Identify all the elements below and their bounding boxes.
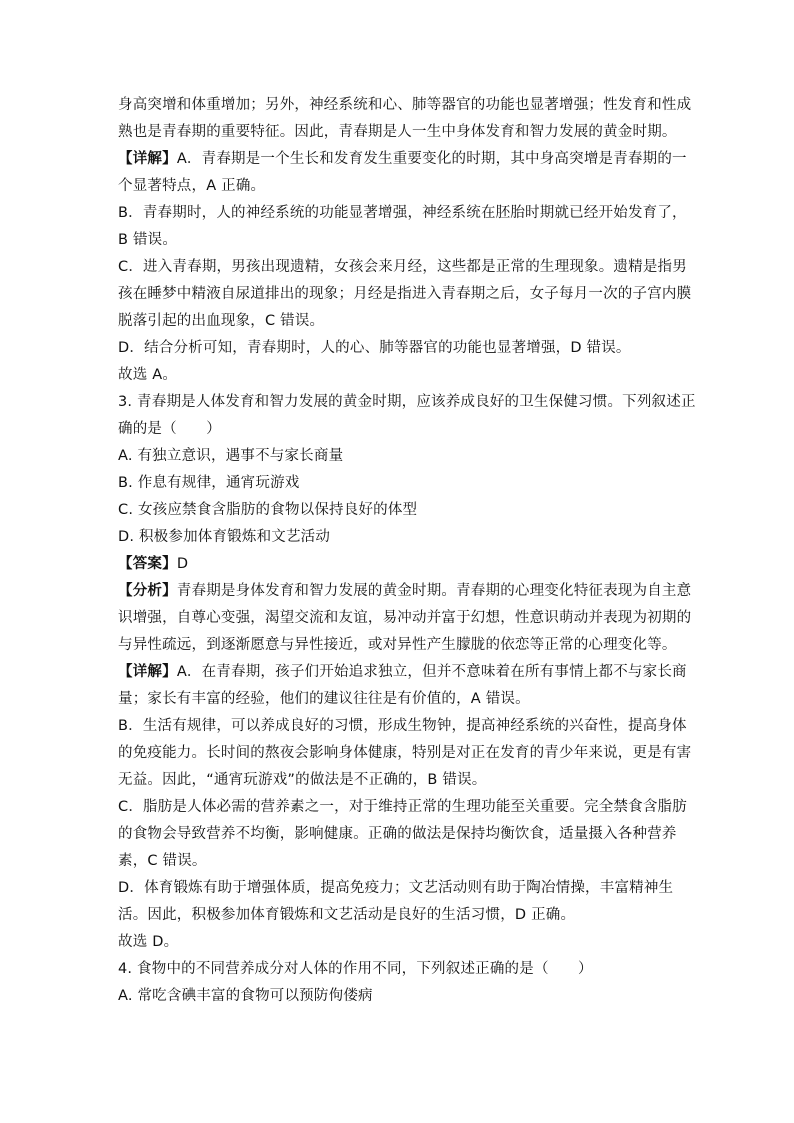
text-line: 熟也是青春期的重要特征。因此，青春期是人一生中身体发育和智力发展的黄金时期。 xyxy=(118,124,677,140)
section-tag: 【分析】 xyxy=(118,583,177,599)
text-line: 故选 A。 xyxy=(118,367,178,383)
document-page xyxy=(118,92,696,1010)
section-tag: 【详解】 xyxy=(118,151,177,167)
text-line: C．脂肪是人体必需的营养素之一，对于维持正常的生理功能至关重要。完全禁食含脂肪 xyxy=(118,799,687,815)
text-line: 身高突增和体重增加；另外，神经系统和心、肺等器官的功能也显著增强；性发育和性成 xyxy=(118,97,692,113)
question-line: 确的是（ ） xyxy=(118,421,221,437)
text-line: D．体育锻炼有助于增强体质，提高免疫力；文艺活动则有助于陶冶情操，丰富精神生 xyxy=(118,880,674,896)
text-line: 孩在睡梦中精液自尿道排出的现象；月经是指进入青春期之后，女子每月一次的子宫内膜 xyxy=(118,286,692,302)
text-line: 【分析】青春期是身体发育和智力发展的黄金时期。青春期的心理变化特征表现为自主意 xyxy=(118,583,692,599)
option-line: C. 女孩应禁食含脂肪的食物以保持良好的体型 xyxy=(118,502,418,518)
text-line: B．生活有规律，可以养成良好的习惯，形成生物钟，提高神经系统的兴奋性，提高身体 xyxy=(118,718,687,734)
text-line: 量；家长有丰富的经验，他们的建议往往是有价值的，A 错误。 xyxy=(118,691,530,707)
text-line: 无益。因此，“通宵玩游戏”的做法是不正确的，B 错误。 xyxy=(118,772,487,788)
option-line: B. 作息有规律，通宵玩游戏 xyxy=(118,475,300,491)
text-line: B 错误。 xyxy=(118,232,178,248)
text-line: 脱落引起的出血现象，C 错误。 xyxy=(118,313,325,329)
text-line: 个显著特点，A 正确。 xyxy=(118,178,266,194)
text-line: 的食物会导致营养不均衡，影响健康。正确的做法是保持均衡饮食，适量摄入各种营养 xyxy=(118,826,677,842)
text-line: 【详解】A．青春期是一个生长和发育发生重要变化的时期，其中身高突增是青春期的一 xyxy=(118,151,687,167)
text-line: 【详解】A．在青春期，孩子们开始追求独立，但并不意味着在所有事情上都不与家长商 xyxy=(118,664,687,680)
option-line: A. 有独立意识，遇事不与家长商量 xyxy=(118,448,344,464)
section-tag: 【详解】 xyxy=(118,664,177,680)
text-line: 识增强，自尊心变强，渴望交流和友谊，易冲动并富于幻想，性意识萌动并表现为初期的 xyxy=(118,610,692,626)
text-line: 与异性疏远，到逐渐愿意与异性接近，或对异性产生朦胧的依恋等正常的心理变化等。 xyxy=(118,637,677,653)
text-line: 的免疫能力。长时间的熬夜会影响身体健康，特别是对正在发育的青少年来说，更是有害 xyxy=(118,745,692,761)
text-line: B．青春期时，人的神经系统的功能显著增强，神经系统在胚胎时期就已经开始发育了， xyxy=(118,205,687,221)
text-line: 素，C 错误。 xyxy=(118,853,207,869)
text-line: 故选 D。 xyxy=(118,934,179,950)
answer-line: 【答案】D xyxy=(118,556,189,572)
text-line: 活。因此，积极参加体育锻炼和文艺活动是良好的生活习惯，D 正确。 xyxy=(118,907,576,923)
section-tag: 【答案】 xyxy=(118,556,177,572)
question-line: 3. 青春期是人体发育和智力发展的黄金时期，应该养成良好的卫生保健习惯。下列叙述正 xyxy=(118,394,696,410)
option-line: D. 积极参加体育锻炼和文艺活动 xyxy=(118,529,331,545)
option-line: A. 常吃含碘丰富的食物可以预防佝偻病 xyxy=(118,988,373,1004)
text-line: C．进入青春期，男孩出现遗精，女孩会来月经，这些都是正常的生理现象。遗精是指男 xyxy=(118,259,687,275)
text-line: D．结合分析可知，青春期时，人的心、肺等器官的功能也显著增强，D 错误。 xyxy=(118,340,631,356)
question-line: 4. 食物中的不同营养成分对人体的作用不同，下列叙述正确的是（ ） xyxy=(118,961,593,977)
